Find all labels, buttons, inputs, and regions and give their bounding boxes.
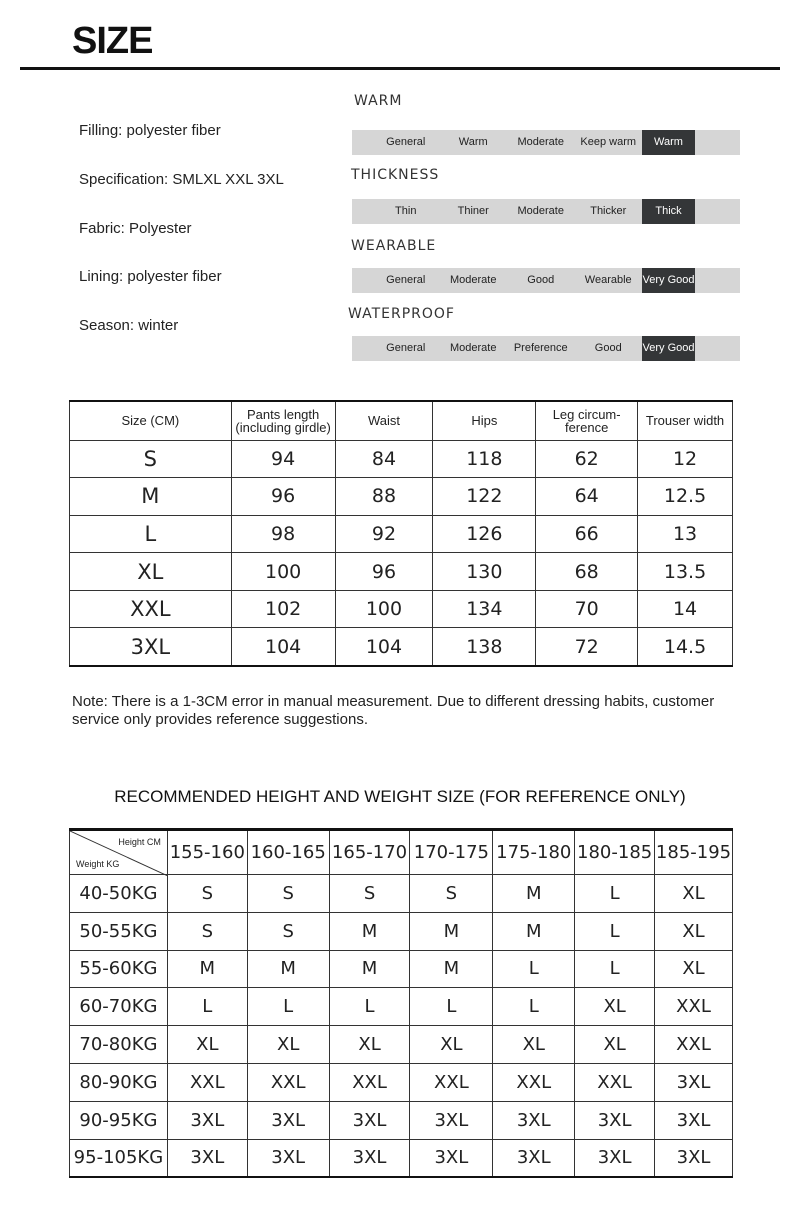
size-cell: 3XL bbox=[655, 1063, 733, 1101]
size-cell: M bbox=[493, 912, 575, 950]
table-row bbox=[70, 875, 733, 913]
size-cell: XXL bbox=[575, 1063, 655, 1101]
table-cell: XL bbox=[70, 553, 232, 591]
table-cell: 88 bbox=[335, 478, 433, 516]
spec-item: Season: winter bbox=[79, 317, 179, 334]
table-cell: 3XL bbox=[70, 628, 232, 666]
table-row bbox=[70, 628, 733, 666]
page-title: SIZE bbox=[72, 20, 153, 62]
size-cell: L bbox=[167, 988, 247, 1026]
table-cell: 94 bbox=[231, 440, 335, 478]
spec-item: Filling: polyester fiber bbox=[79, 122, 221, 139]
height-header: 180-185 bbox=[575, 830, 655, 875]
table-row bbox=[70, 553, 733, 591]
size-cell: XL bbox=[329, 1026, 410, 1064]
size-cell: M bbox=[329, 950, 410, 988]
size-cell: S bbox=[167, 875, 247, 913]
table-row bbox=[70, 590, 733, 628]
size-cell: L bbox=[493, 988, 575, 1026]
spec-item: Lining: polyester fiber bbox=[79, 268, 222, 285]
rating-level: Moderate bbox=[517, 136, 564, 148]
table-cell: 96 bbox=[335, 553, 433, 591]
table-cell: 12.5 bbox=[638, 478, 733, 516]
size-cell: M bbox=[410, 912, 493, 950]
size-cell: XXL bbox=[167, 1063, 247, 1101]
recommendation-table bbox=[69, 828, 733, 1178]
table-row bbox=[70, 1063, 733, 1101]
rating-level: Very Good bbox=[642, 336, 695, 361]
recommendation-title: RECOMMENDED HEIGHT AND WEIGHT SIZE (FOR REFERENCE ONLY) bbox=[114, 787, 686, 806]
size-cell: L bbox=[575, 912, 655, 950]
size-cell: S bbox=[410, 875, 493, 913]
size-cell: 3XL bbox=[410, 1139, 493, 1177]
size-cell: M bbox=[410, 950, 493, 988]
size-cell: S bbox=[247, 875, 329, 913]
height-header: 160-165 bbox=[247, 830, 329, 875]
size-cell: XXL bbox=[493, 1063, 575, 1101]
rating-level: Warm bbox=[642, 130, 695, 155]
table-row bbox=[70, 988, 733, 1026]
size-cell: 3XL bbox=[329, 1101, 410, 1139]
table-cell: 13.5 bbox=[638, 553, 733, 591]
table-row bbox=[70, 478, 733, 516]
table-cell: 118 bbox=[433, 440, 536, 478]
rating-title: THICKNESS bbox=[351, 167, 440, 183]
table-cell: 96 bbox=[231, 478, 335, 516]
table-row bbox=[70, 950, 733, 988]
size-cell: 3XL bbox=[167, 1101, 247, 1139]
rating-bar bbox=[352, 130, 740, 155]
rating-bar bbox=[352, 336, 740, 361]
table-row bbox=[70, 1139, 733, 1177]
size-cell: 3XL bbox=[247, 1139, 329, 1177]
header-cell: Trouser width bbox=[638, 401, 733, 440]
size-cell: XL bbox=[167, 1026, 247, 1064]
rating-level: Good bbox=[527, 274, 555, 286]
table-cell: 64 bbox=[536, 478, 638, 516]
table-cell: 102 bbox=[231, 590, 335, 628]
table-cell: 126 bbox=[433, 515, 536, 553]
size-cell: L bbox=[575, 875, 655, 913]
spec-item: Specification: SMLXL XXL 3XL bbox=[79, 171, 284, 188]
rating-level: Preference bbox=[513, 342, 568, 354]
rating-level: Thick bbox=[642, 199, 695, 224]
table-cell: XXL bbox=[70, 590, 232, 628]
table-cell: 130 bbox=[433, 553, 536, 591]
table-cell: 138 bbox=[433, 628, 536, 666]
rating-level: Moderate bbox=[517, 205, 564, 217]
rating-title: WATERPROOF bbox=[348, 306, 455, 322]
size-cell: 3XL bbox=[167, 1139, 247, 1177]
table-cell: 68 bbox=[536, 553, 638, 591]
size-cell: 3XL bbox=[655, 1139, 733, 1177]
size-cell: XL bbox=[493, 1026, 575, 1064]
weight-cell: 70-80KG bbox=[70, 1026, 168, 1064]
table-cell: 100 bbox=[335, 590, 433, 628]
size-cell: XL bbox=[655, 912, 733, 950]
table-cell: 100 bbox=[231, 553, 335, 591]
table-cell: 84 bbox=[335, 440, 433, 478]
table-cell: 134 bbox=[433, 590, 536, 628]
size-cell: L bbox=[247, 988, 329, 1026]
table-cell: 14.5 bbox=[638, 628, 733, 666]
rating-level: General bbox=[386, 342, 426, 354]
size-cell: XL bbox=[655, 875, 733, 913]
rating-level: General bbox=[386, 136, 426, 148]
table-row bbox=[70, 1101, 733, 1139]
weight-cell: 40-50KG bbox=[70, 875, 168, 913]
table-cell: 104 bbox=[335, 628, 433, 666]
table-cell: S bbox=[70, 440, 232, 478]
size-cell: L bbox=[410, 988, 493, 1026]
size-cell: L bbox=[575, 950, 655, 988]
header-cell: Hips bbox=[433, 401, 536, 440]
size-cell: XL bbox=[575, 1026, 655, 1064]
size-cell: XL bbox=[410, 1026, 493, 1064]
size-cell: M bbox=[493, 875, 575, 913]
table-row bbox=[70, 440, 733, 478]
weight-cell: 90-95KG bbox=[70, 1101, 168, 1139]
rating-level: Thiner bbox=[457, 205, 489, 217]
table-cell: 72 bbox=[536, 628, 638, 666]
rating-bar bbox=[352, 199, 740, 224]
height-header: 175-180 bbox=[493, 830, 575, 875]
rating-level: Thin bbox=[395, 205, 417, 217]
rating-bar bbox=[352, 268, 740, 293]
size-cell: 3XL bbox=[493, 1101, 575, 1139]
table-cell: 92 bbox=[335, 515, 433, 553]
size-cell: XL bbox=[575, 988, 655, 1026]
table-cell: 12 bbox=[638, 440, 733, 478]
header-cell: Waist bbox=[335, 401, 433, 440]
rating-level: Moderate bbox=[450, 342, 497, 354]
table-row bbox=[70, 912, 733, 950]
rating-title: WARM bbox=[354, 93, 403, 109]
rating-level: Wearable bbox=[584, 274, 632, 286]
table-cell: 70 bbox=[536, 590, 638, 628]
size-cell: 3XL bbox=[575, 1139, 655, 1177]
size-cell: L bbox=[329, 988, 410, 1026]
table-cell: 98 bbox=[231, 515, 335, 553]
rating-level: Keep warm bbox=[580, 136, 637, 148]
rating-level: Thicker bbox=[590, 205, 627, 217]
size-cell: S bbox=[247, 912, 329, 950]
table-cell: 104 bbox=[231, 628, 335, 666]
table-cell: 66 bbox=[536, 515, 638, 553]
weight-cell: 80-90KG bbox=[70, 1063, 168, 1101]
size-cell: XXL bbox=[247, 1063, 329, 1101]
size-cell: M bbox=[247, 950, 329, 988]
size-cell: S bbox=[329, 875, 410, 913]
table-cell: L bbox=[70, 515, 232, 553]
table-cell: 13 bbox=[638, 515, 733, 553]
title-divider bbox=[20, 67, 780, 70]
height-header: 170-175 bbox=[410, 830, 493, 875]
table-cell: 122 bbox=[433, 478, 536, 516]
size-cell: M bbox=[329, 912, 410, 950]
height-header: 165-170 bbox=[329, 830, 410, 875]
rating-level: General bbox=[386, 274, 426, 286]
weight-cell: 60-70KG bbox=[70, 988, 168, 1026]
recommendation-header bbox=[70, 830, 733, 875]
weight-cell: 55-60KG bbox=[70, 950, 168, 988]
size-cell: 3XL bbox=[575, 1101, 655, 1139]
rating-level: Moderate bbox=[450, 274, 497, 286]
size-cell: M bbox=[167, 950, 247, 988]
size-cell: 3XL bbox=[247, 1101, 329, 1139]
corner-cell bbox=[70, 830, 168, 875]
size-cell: XL bbox=[655, 950, 733, 988]
size-cell: XXL bbox=[655, 988, 733, 1026]
height-header: 185-195 bbox=[655, 830, 733, 875]
corner-height-label: Height CM bbox=[118, 837, 161, 847]
size-cell: S bbox=[167, 912, 247, 950]
size-cell: XXL bbox=[410, 1063, 493, 1101]
table-cell: 14 bbox=[638, 590, 733, 628]
size-cell: XL bbox=[247, 1026, 329, 1064]
table-cell: M bbox=[70, 478, 232, 516]
height-header: 155-160 bbox=[167, 830, 247, 875]
spec-item: Fabric: Polyester bbox=[79, 220, 192, 237]
header-cell: Pants length (including girdle) bbox=[231, 401, 335, 440]
table-cell: 62 bbox=[536, 440, 638, 478]
size-cell: L bbox=[493, 950, 575, 988]
size-cell: 3XL bbox=[329, 1139, 410, 1177]
rating-title: WEARABLE bbox=[351, 238, 437, 254]
weight-cell: 50-55KG bbox=[70, 912, 168, 950]
table-row bbox=[70, 1026, 733, 1064]
size-table bbox=[69, 400, 733, 667]
rating-level: Very Good bbox=[642, 268, 695, 293]
size-table-header bbox=[70, 401, 733, 440]
table-row bbox=[70, 515, 733, 553]
size-cell: 3XL bbox=[493, 1139, 575, 1177]
measurement-note: Note: There is a 1-3CM error in manual measurement. Due to different dressing habits, customer service only provides reference suggestions. bbox=[72, 693, 715, 728]
weight-cell: 95-105KG bbox=[70, 1139, 168, 1177]
corner-weight-label: Weight KG bbox=[76, 859, 120, 869]
rating-level: Good bbox=[594, 342, 622, 354]
size-cell: XXL bbox=[329, 1063, 410, 1101]
size-cell: 3XL bbox=[410, 1101, 493, 1139]
size-cell: 3XL bbox=[655, 1101, 733, 1139]
header-cell: Leg circum- ference bbox=[536, 401, 638, 440]
rating-level: Warm bbox=[458, 136, 488, 148]
size-cell: XXL bbox=[655, 1026, 733, 1064]
header-cell: Size (CM) bbox=[70, 401, 232, 440]
